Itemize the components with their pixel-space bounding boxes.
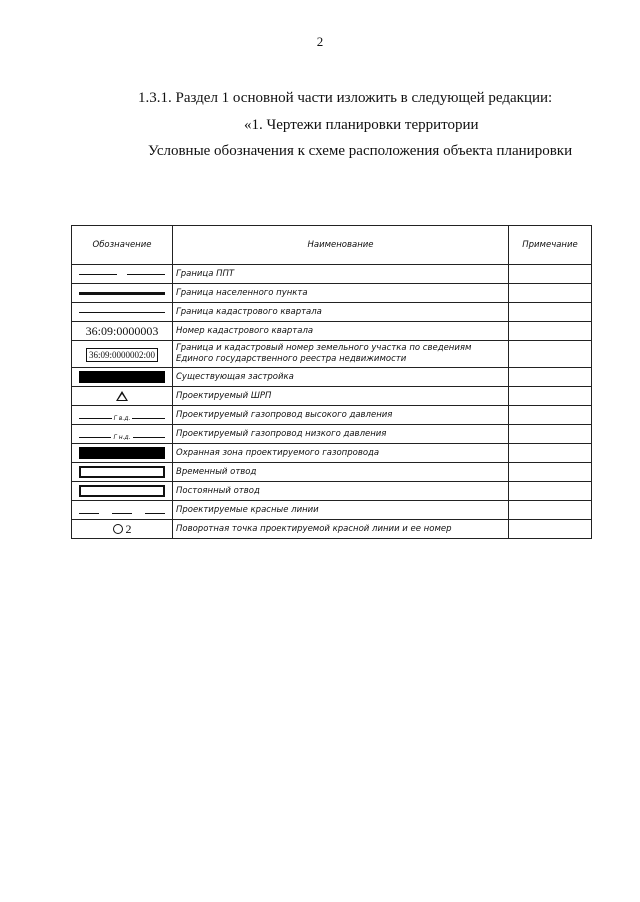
symbol-cell (72, 265, 173, 284)
open-rectangle-icon (79, 466, 165, 478)
row-note (509, 501, 592, 520)
row-note (509, 463, 592, 482)
row-note (509, 368, 592, 387)
section-heading: 1.3.1. Раздел 1 основной части изложить в следующей редакции: (138, 90, 553, 106)
row-note (509, 284, 592, 303)
table-row (72, 425, 592, 444)
table-row (72, 444, 592, 463)
symbol-cell (72, 520, 173, 539)
row-name: Постоянный отвод (173, 482, 509, 501)
row-name: Проектируемый газопровод низкого давления (173, 425, 509, 444)
row-note (509, 341, 592, 368)
table-row (72, 341, 592, 368)
symbol-cell (72, 284, 173, 303)
symbol-cell (72, 425, 173, 444)
table-row (72, 322, 592, 341)
symbol-cell (72, 368, 173, 387)
circle-icon (113, 524, 123, 534)
gas-pipe-label: Г в.д. (113, 415, 131, 422)
gas-pipe-label: Г н.д. (113, 434, 131, 441)
row-note (509, 444, 592, 463)
open-rectangle-icon (79, 485, 165, 497)
page-number: 2 (316, 34, 324, 49)
table-row (72, 265, 592, 284)
table-row (72, 368, 592, 387)
symbol-cell (72, 387, 173, 406)
row-note (509, 322, 592, 341)
symbol-cell (72, 341, 173, 368)
black-rectangle-icon (79, 371, 165, 383)
cadastral-quarter-code: 36:09:0000003 (72, 322, 173, 341)
table-row (72, 303, 592, 322)
row-name: Существующая застройка (173, 368, 509, 387)
row-name: Граница населенного пункта (173, 284, 509, 303)
triangle-icon (116, 391, 128, 401)
parcel-code-box: 36:09:0000002:00 (86, 348, 158, 362)
row-note (509, 482, 592, 501)
symbol-cell (72, 482, 173, 501)
header-symbol: Обозначение (72, 226, 173, 265)
black-rectangle-icon (79, 447, 165, 459)
row-name: Граница кадастрового квартала (173, 303, 509, 322)
thick-line-icon (79, 292, 165, 295)
thin-line-icon (79, 312, 165, 313)
row-name: Граница и кадастровый номер земельного участка по сведениям Единого государственного реестра недвижимости (173, 341, 509, 368)
row-name: Номер кадастрового квартала (173, 322, 509, 341)
legend-table (71, 225, 592, 539)
table-row (72, 406, 592, 425)
header-name: Наименование (173, 226, 509, 265)
gas-pipe-high-icon (79, 415, 165, 422)
row-name: Проектируемые красные линии (173, 501, 509, 520)
long-dash-line-icon (79, 513, 165, 514)
table-row (72, 501, 592, 520)
gas-pipe-low-icon (79, 434, 165, 441)
row-note (509, 265, 592, 284)
row-name: Поворотная точка проектируемой красной линии и ее номер (173, 520, 509, 539)
row-name: Временный отвод (173, 463, 509, 482)
chapter-title: «1. Чертежи планировки территории (244, 117, 479, 133)
table-row (72, 482, 592, 501)
symbol-cell (72, 406, 173, 425)
row-note (509, 387, 592, 406)
row-name: Граница ППТ (173, 265, 509, 284)
table-row (72, 387, 592, 406)
row-note (509, 406, 592, 425)
table-row (72, 284, 592, 303)
row-note (509, 520, 592, 539)
table-row (72, 463, 592, 482)
row-name: Проектируемый газопровод высокого давления (173, 406, 509, 425)
row-note (509, 303, 592, 322)
symbol-cell (72, 303, 173, 322)
row-name: Проектируемый ШРП (173, 387, 509, 406)
header-note: Примечание (509, 226, 592, 265)
symbol-cell (72, 463, 173, 482)
legend-title: Условные обозначения к схеме расположения объекта планировки (148, 143, 573, 159)
row-note (509, 425, 592, 444)
symbol-cell (72, 444, 173, 463)
turning-point-number: 2 (125, 522, 132, 536)
symbol-cell (72, 501, 173, 520)
table-row (72, 520, 592, 539)
dashed-line-icon (79, 274, 165, 275)
row-name: Охранная зона проектируемого газопровода (173, 444, 509, 463)
legend-header-row (72, 226, 592, 265)
